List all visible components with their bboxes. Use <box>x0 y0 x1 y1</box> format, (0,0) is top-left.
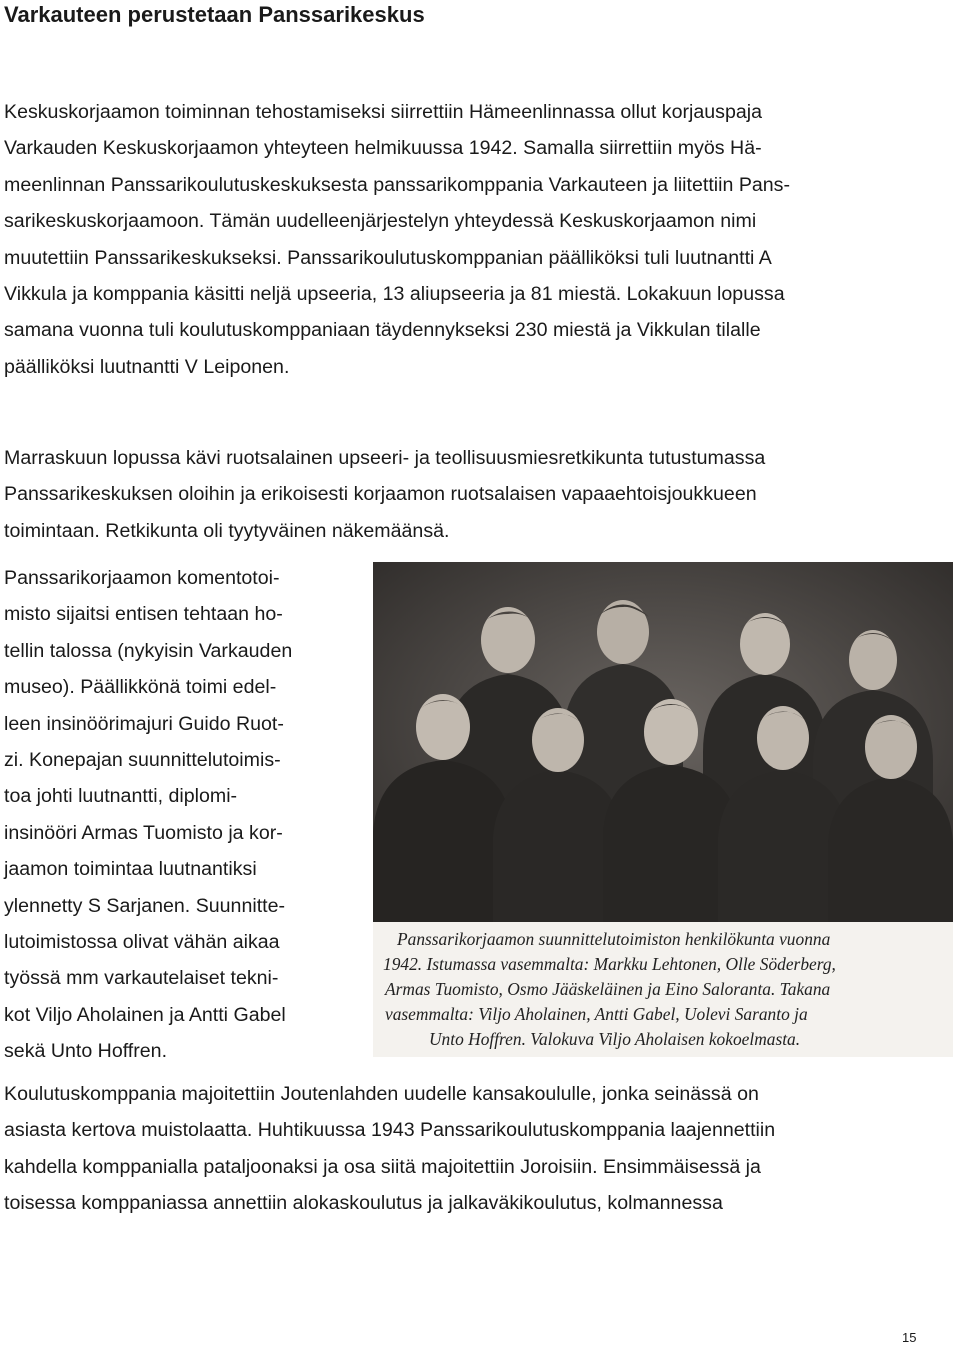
paragraph-3-sidebar-text <box>4 560 364 1070</box>
group-photo-figure <box>373 562 953 1057</box>
page-number: 15 <box>902 1330 917 1345</box>
text-line: toa johti luutnantti, diplomi- <box>4 785 238 808</box>
text-line: insinööri Armas Tuomisto ja kor- <box>4 821 283 844</box>
text-line: ylennetty S Sarjanen. Suunnitte- <box>4 894 286 917</box>
text-line: sekä Unto Hoffren. <box>4 1040 168 1063</box>
group-photo <box>373 562 953 922</box>
text-line: Keskuskorjaamon toiminnan tehostamiseksi siirrettiin Hämeenlinnassa ollut korjauspaja <box>4 101 762 123</box>
photo-caption <box>373 927 953 1052</box>
text-line: meenlinnan Panssarikoulutuskeskuksesta panssarikomppania Varkauteen ja liitettiin Pans- <box>4 173 790 196</box>
text-line: toimintaan. Retkikunta oli tyytyväinen näkemäänsä. <box>4 519 450 542</box>
text-line: lutoimistossa olivat vähän aikaa <box>4 931 280 954</box>
text-line: zi. Konepajan suunnittelutoimis- <box>4 749 281 772</box>
text-line: jaamon toimintaa luutnantiksi <box>4 858 257 881</box>
text-line: toisessa komppaniassa annettiin alokaskoulutus ja jalkaväkikoulutus, kolmannessa <box>4 1192 723 1215</box>
text-line: Marraskuun lopussa kävi ruotsalainen upseeri- ja teollisuusmiesretkikunta tutustumassa <box>4 447 766 469</box>
caption-line: Panssarikorjaamon suunnittelutoimiston henkilökunta vuonna <box>397 929 831 949</box>
text-line: päälliköksi luutnantti V Leiponen. <box>4 355 290 378</box>
text-line: sarikeskuskorjaamoon. Tämän uudelleenjärjestelyn yhteydessä Keskuskorjaamon nimi <box>4 210 757 233</box>
text-line: Koulutuskomppania majoitettiin Joutenlahden uudelle kansakoululle, jonka seinässä on <box>4 1083 759 1105</box>
caption-line: 1942. Istumassa vasemmalta: Markku Lehtonen, Olle Söderberg, <box>383 954 836 974</box>
text-line: kot Viljo Aholainen ja Antti Gabel <box>4 1003 286 1026</box>
text-line: museo). Päällikkönä toimi edel- <box>4 676 277 699</box>
text-line: asiasta kertova muistolaatta. Huhtikuussa 1943 Panssarikoulutuskomppania laajennettiin <box>4 1119 776 1142</box>
text-line: samana vuonna tuli koulutuskomppaniaan täydennykseksi 230 miestä ja Vikkulan tilalle <box>4 319 761 342</box>
text-line: muutettiin Panssarikeskukseksi. Panssarikoulutuskomppanian päälliköksi tuli luutnantti A <box>4 246 772 269</box>
page-title: Varkauteen perustetaan Panssarikeskus <box>4 2 425 27</box>
text-line: tellin talossa (nykyisin Varkauden <box>4 639 293 662</box>
text-line: leen insinöörimajuri Guido Ruot- <box>4 712 284 735</box>
text-line: misto sijaitsi entisen tehtaan ho- <box>4 603 283 626</box>
text-line: Panssarikorjaamon komentotoi- <box>4 567 280 589</box>
paragraph-1 <box>4 94 790 385</box>
text-line: kahdella komppanialla pataljoonaksi ja osa siitä majoitettiin Joroisiin. Ensimmäisessä ja <box>4 1155 761 1178</box>
caption-line: Armas Tuomisto, Osmo Jääskeläinen ja Eino Saloranta. Takana <box>385 979 831 999</box>
text-line: Vikkula ja komppania käsitti neljä upseeria, 13 aliupseeria ja 81 miestä. Lokakuun lopussa <box>4 283 785 306</box>
text-line: työssä mm varkautelaiset tekni- <box>4 967 279 990</box>
caption-line: Unto Hoffren. Valokuva Viljo Aholaisen kokoelmasta. <box>429 1029 801 1049</box>
paragraph-2 <box>4 440 765 549</box>
text-line: Panssarikeskuksen oloihin ja erikoisesti korjaamon ruotsalaisen vapaaehtoisjoukkueen <box>4 483 757 506</box>
paragraph-4 <box>4 1076 775 1222</box>
text-line: Varkauden Keskuskorjaamon yhteyteen helmikuussa 1942. Samalla siirrettiin myös Hä- <box>4 137 762 160</box>
caption-line: vasemmalta: Viljo Aholainen, Antti Gabel, Uolevi Saranto ja <box>385 1004 808 1024</box>
